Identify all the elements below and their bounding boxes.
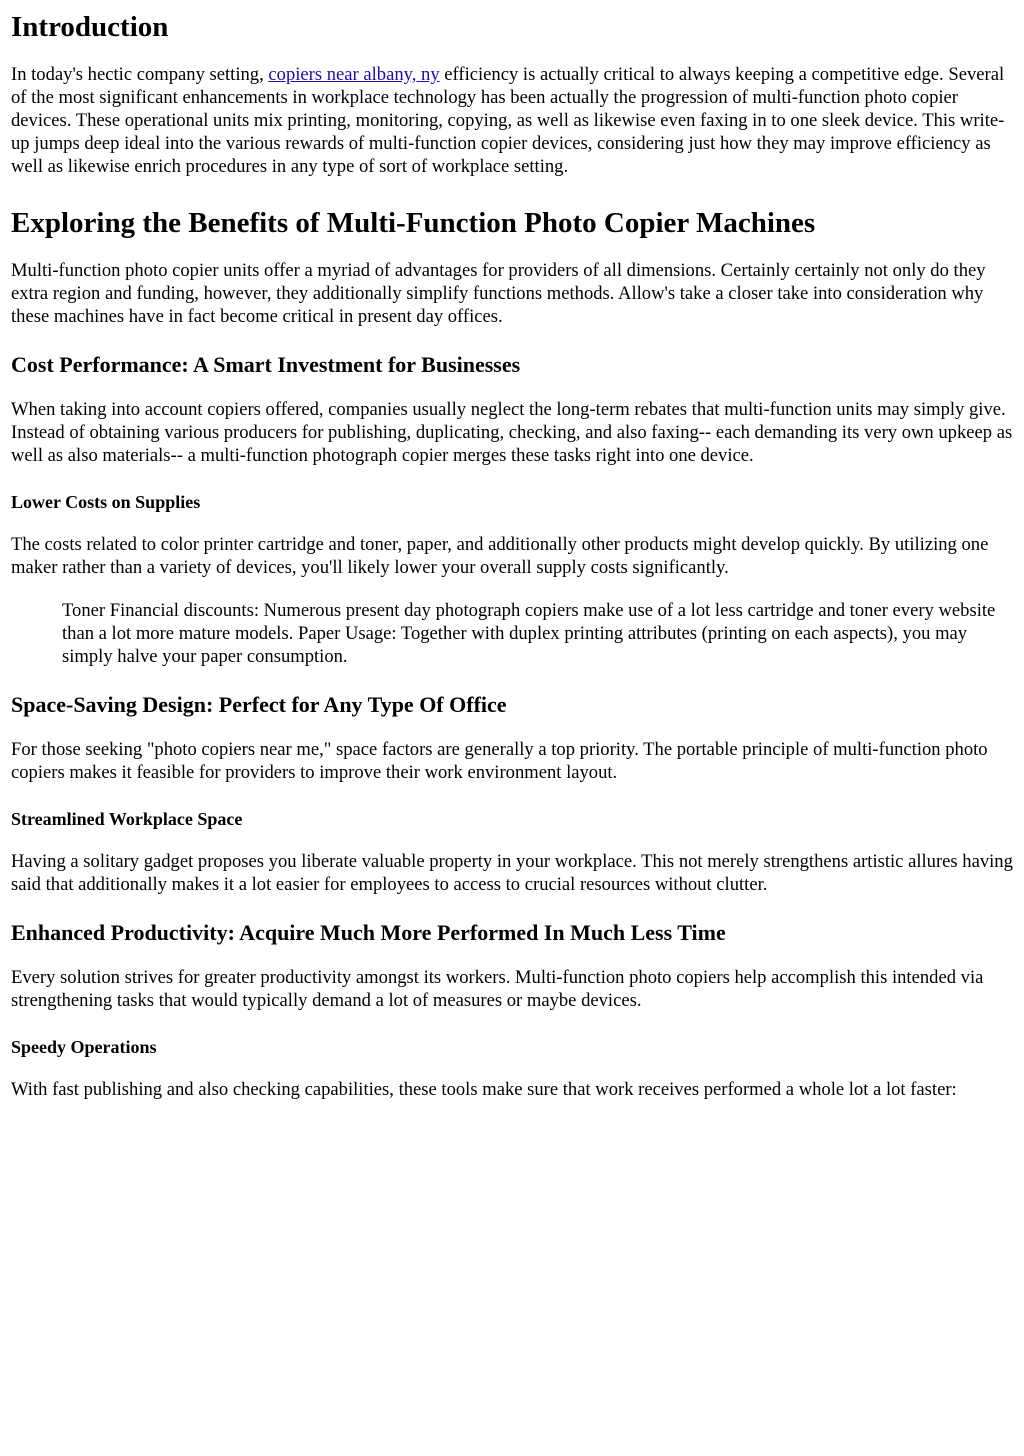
space-heading: Space-Saving Design: Perfect for Any Type Of Office (11, 692, 507, 717)
intro-text-after-link: efficiency is actually critical to always keeping a competitive edge. Several of the most significant enhancements in workplace technology has been actually the progression of multi-function photo copier devices. These operational units mix printing, monitoring, copying, as well as likewise even faxing in to one sleek device. This write-up jumps deep ideal into the various rewards of multi-function copier devices, considering just how they may improve efficiency as well as likewise enrich procedures in any type of sort of workplace setting. (11, 64, 1005, 177)
cost-paragraph: When taking into account copiers offered, companies usually neglect the long-term rebates that multi-function units may simply give. Instead of obtaining various producers for publishing, duplicating, checking, and also faxing-- each demanding its very own upkeep as well as also materials-- a multi-function photograph copier merges these tasks right into one device. (11, 399, 1013, 466)
workplace-space-heading: Streamlined Workplace Space (11, 809, 243, 829)
productivity-heading: Enhanced Productivity: Acquire Much More Performed In Much Less Time (11, 920, 726, 945)
copiers-albany-link[interactable]: copiers near albany, ny (268, 64, 440, 85)
intro-text-before-link: In today's hectic company setting, (11, 64, 269, 85)
speedy-operations-heading: Speedy Operations (11, 1037, 157, 1057)
space-paragraph: For those seeking "photo copiers near me," space factors are generally a top priority. The portable principle of multi-function photo copiers makes it feasible for providers to improve their work environment layout. (11, 739, 988, 783)
benefits-heading: Exploring the Benefits of Multi-Function Photo Copier Machines (11, 207, 816, 239)
speedy-operations-paragraph: With fast publishing and also checking capabilities, these tools make sure that work receives performed a whole lot a lot faster: (11, 1079, 957, 1100)
workplace-space-paragraph: Having a solitary gadget proposes you liberate valuable property in your workplace. This not merely strengthens artistic allures having said that additionally makes it a lot easier for employees to access to crucial resources without clutter. (11, 851, 1013, 895)
cost-heading: Cost Performance: A Smart Investment for Businesses (11, 352, 521, 377)
benefits-paragraph: Multi-function photo copier units offer a myriad of advantages for providers of all dimensions. Certainly certainly not only do they extra region and funding, however, they additionally simplify functions methods. Allow's take a closer take into consideration why these machines have in fact become critical in present day offices. (11, 260, 986, 327)
lower-costs-paragraph: The costs related to color printer cartridge and toner, paper, and additionally other products might develop quickly. By utilizing one maker rather than a variety of devices, you'll likely lower your overall supply costs significantly. (11, 534, 989, 578)
article (0, 10, 1024, 1101)
intro-heading: Introduction (11, 11, 169, 43)
productivity-paragraph: Every solution strives for greater productivity amongst its workers. Multi-function photo copiers help accomplish this intended via strengthening tasks that would typically demand a lot of measures or maybe devices. (11, 967, 984, 1011)
intro-paragraph (11, 63, 1014, 178)
toner-savings-quote: Toner Financial discounts: Numerous present day photograph copiers make use of a lot less cartridge and toner every website than a lot more mature models. Paper Usage: Together with duplex printing attributes (printing on each aspects), you may simply halve your paper consumption. (62, 600, 996, 667)
lower-costs-heading: Lower Costs on Supplies (11, 492, 201, 512)
